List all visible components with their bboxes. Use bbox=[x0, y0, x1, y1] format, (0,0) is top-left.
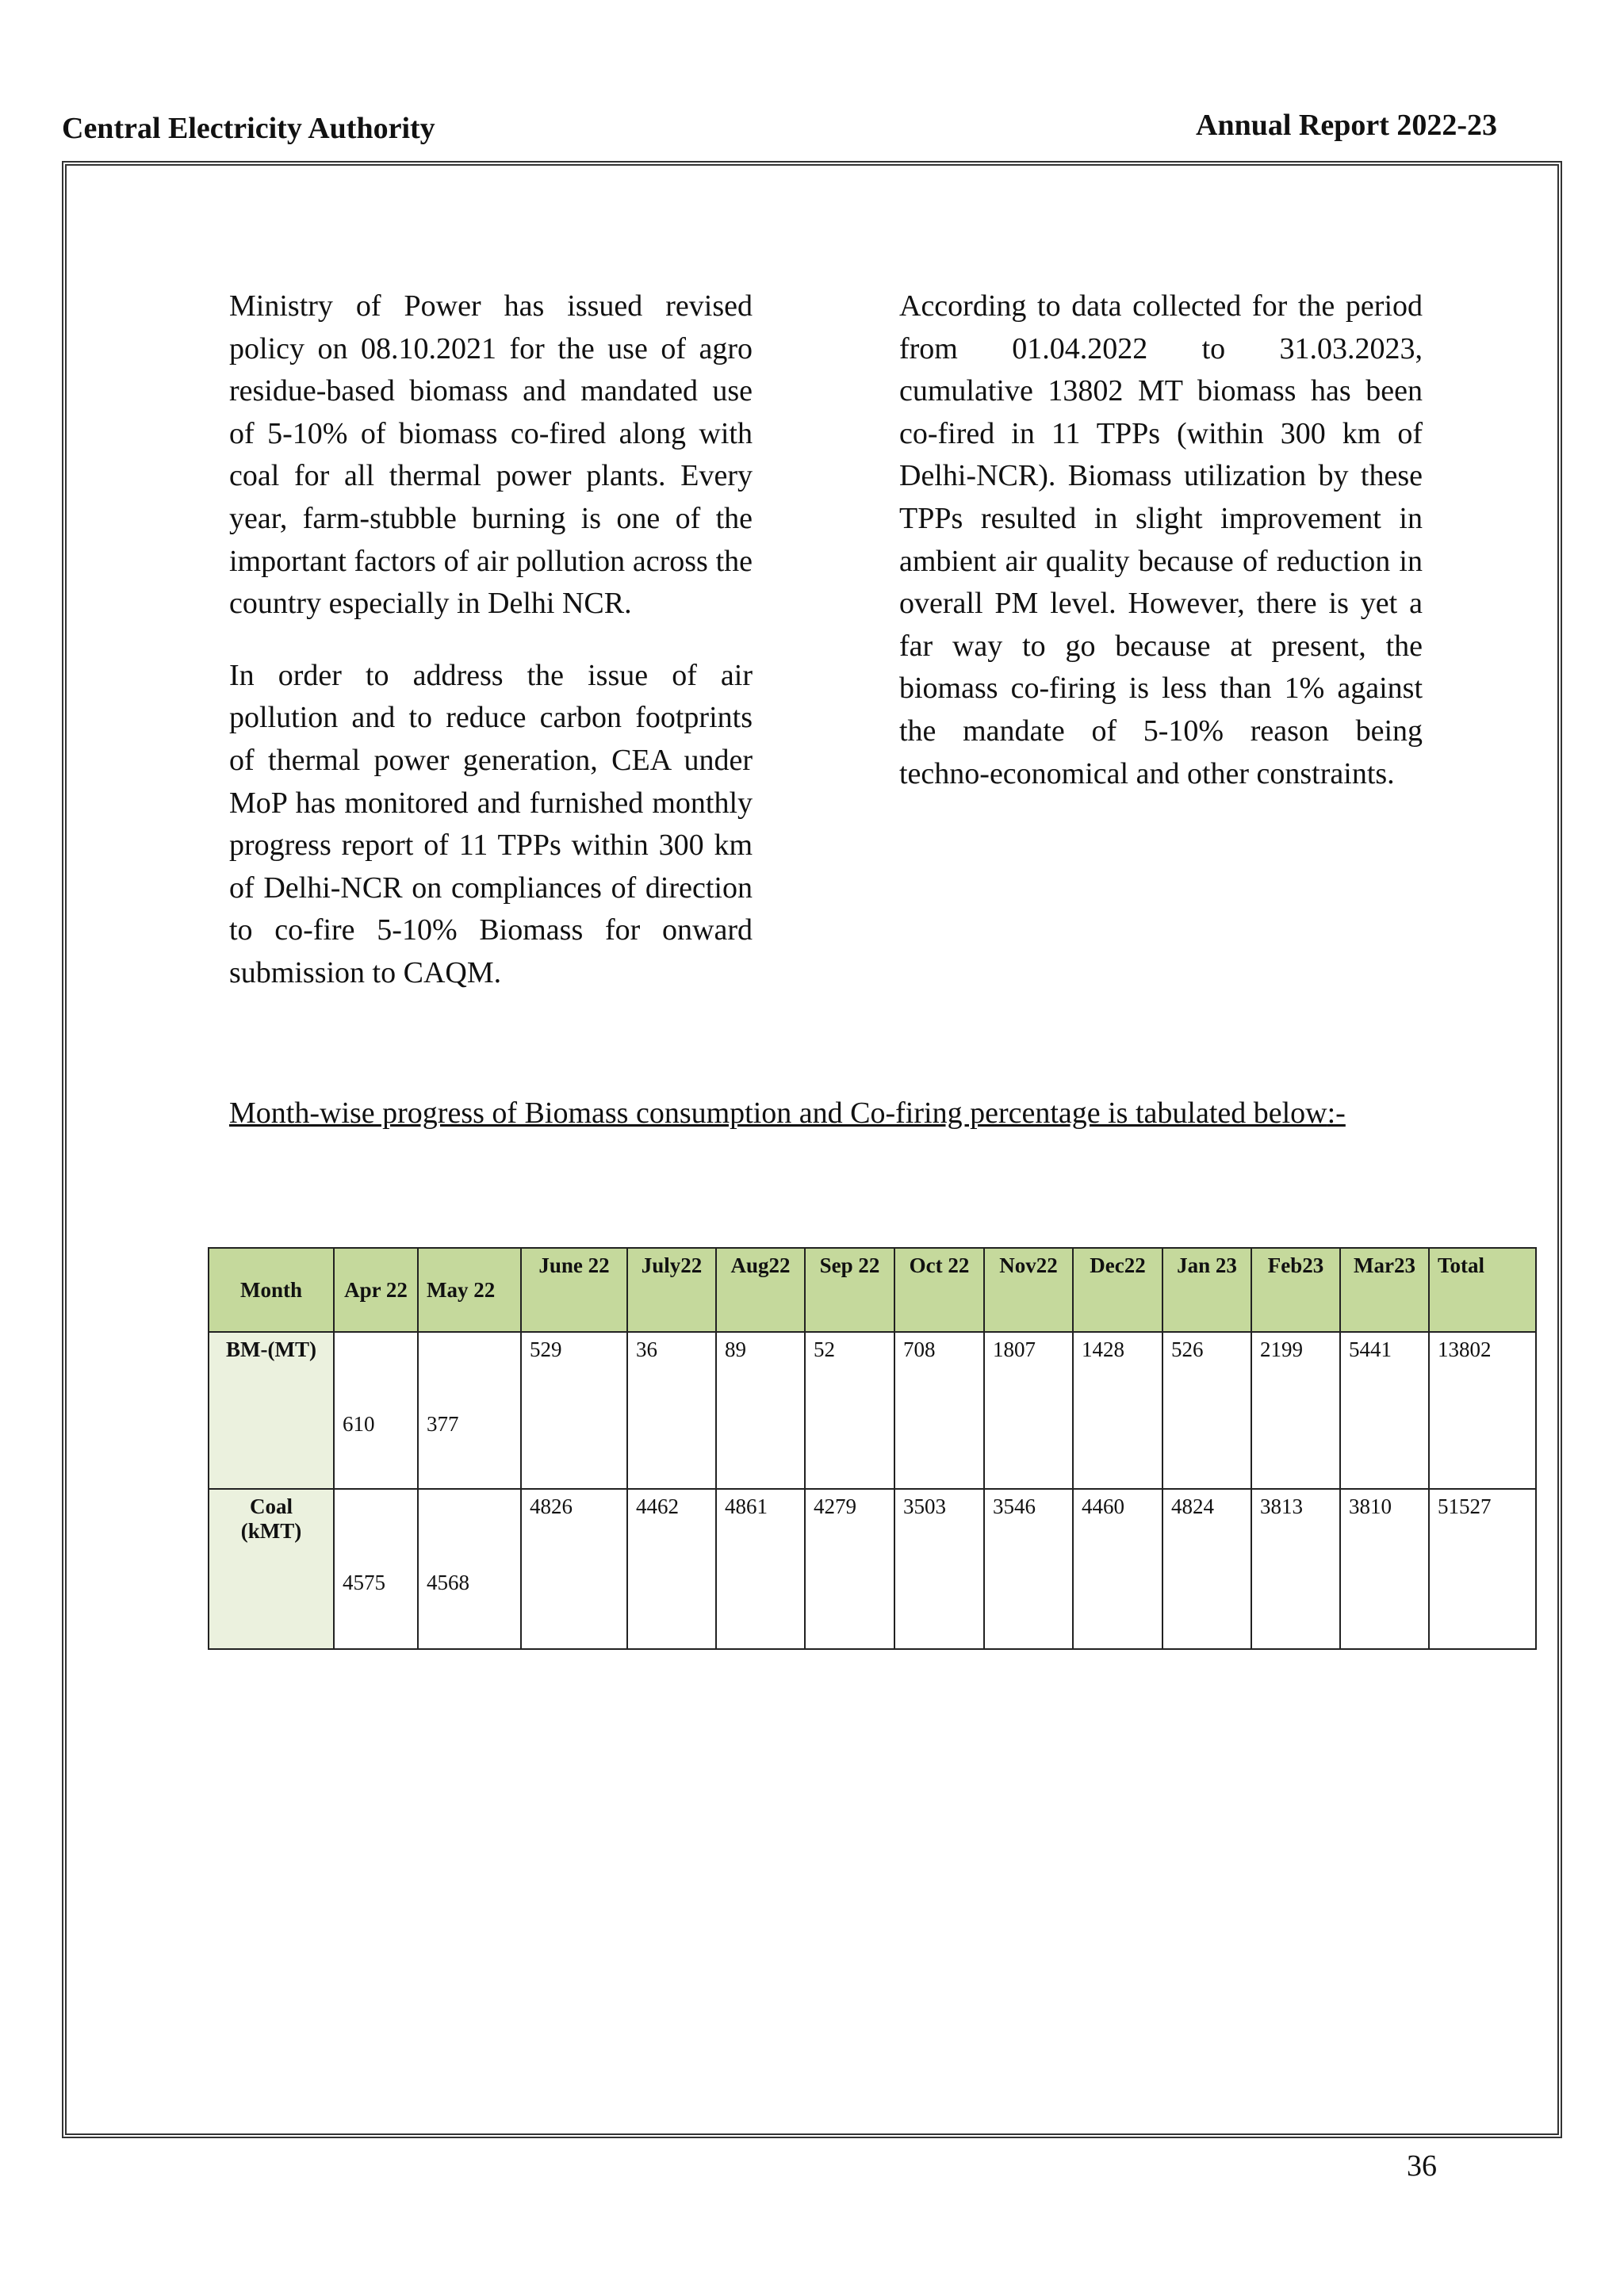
table-cell: 1428 bbox=[1073, 1332, 1162, 1489]
column-header: June 22 bbox=[521, 1248, 627, 1332]
paragraph: According to data collected for the period from 01.04.2022 to 31.03.2023, cumulative 13802 MT biomass has been co-fired in 11 TPPs (within 300 km of Delhi-NCR). Biomass utilization by these TPPs resulted in slight improvement in ambient air quality because of reduction in overall PM level. However, there is yet a far way to go because at present, the biomass co-firing is less than 1% against the mandate of 5-10% reason being techno-economical and other constraints. bbox=[899, 289, 1423, 790]
table-cell: 529 bbox=[521, 1332, 627, 1489]
table-cell: 89 bbox=[716, 1332, 805, 1489]
table-cell: 3813 bbox=[1251, 1489, 1340, 1649]
column-header: Nov22 bbox=[984, 1248, 1073, 1332]
table-cell: 708 bbox=[894, 1332, 984, 1489]
column-header: Sep 22 bbox=[805, 1248, 894, 1332]
column-header: May 22 bbox=[418, 1248, 521, 1332]
left-text-column bbox=[229, 285, 753, 1024]
table-cell: 3546 bbox=[984, 1489, 1073, 1649]
table-cell: 3503 bbox=[894, 1489, 984, 1649]
table-cell: 526 bbox=[1162, 1332, 1251, 1489]
column-header: Mar23 bbox=[1340, 1248, 1429, 1332]
column-header: Feb23 bbox=[1251, 1248, 1340, 1332]
table-caption-text: Month-wise progress of Biomass consumption and Co-firing percentage is tabulated below bbox=[229, 1096, 1327, 1130]
table-caption-tail: :- bbox=[1327, 1096, 1346, 1130]
column-header: Aug22 bbox=[716, 1248, 805, 1332]
paragraph: In order to address the issue of air pollution and to reduce carbon footprints of thermal power generation, CEA under MoP has monitored and furnished monthly progress report of 11 TPPs within 300 km of Delhi-NCR on compliances of direction to co-fire 5-10% Biomass for onward submission to CAQM. bbox=[229, 658, 753, 989]
column-header: Oct 22 bbox=[894, 1248, 984, 1332]
row-header: Coal (kMT) bbox=[209, 1489, 334, 1649]
table-header-row bbox=[209, 1248, 1536, 1332]
biomass-cofiring-table bbox=[208, 1247, 1537, 1650]
paragraph: Ministry of Power has issued revised policy on 08.10.2021 for the use of agro residue-based biomass and mandated use of 5-10% of biomass co-fired along with coal for all thermal power plants. Every year, farm-stubble burning is one of the important factors of air pollution across the country especially in Delhi NCR. bbox=[229, 289, 753, 621]
table-cell: 2199 bbox=[1251, 1332, 1340, 1489]
table-cell: 4824 bbox=[1162, 1489, 1251, 1649]
table-cell: 13802 bbox=[1429, 1332, 1536, 1489]
column-header: Total bbox=[1429, 1248, 1536, 1332]
header-organization: Central Electricity Authority bbox=[62, 112, 435, 145]
column-header: Jan 23 bbox=[1162, 1248, 1251, 1332]
column-header-month: Month bbox=[209, 1248, 334, 1332]
column-header: Apr 22 bbox=[334, 1248, 418, 1332]
header-report-title: Annual Report 2022-23 bbox=[1196, 109, 1498, 142]
table-row bbox=[209, 1489, 1536, 1649]
table-cell: 36 bbox=[627, 1332, 716, 1489]
table-cell: 610 bbox=[334, 1332, 418, 1489]
table-cell: 4460 bbox=[1073, 1489, 1162, 1649]
table-cell: 1807 bbox=[984, 1332, 1073, 1489]
table-cell: 4861 bbox=[716, 1489, 805, 1649]
table-cell: 3810 bbox=[1340, 1489, 1429, 1649]
table-cell: 4826 bbox=[521, 1489, 627, 1649]
table-row bbox=[209, 1332, 1536, 1489]
table-cell: 4575 bbox=[334, 1489, 418, 1649]
column-header: Dec22 bbox=[1073, 1248, 1162, 1332]
table-cell: 52 bbox=[805, 1332, 894, 1489]
page-number: 36 bbox=[1407, 2149, 1437, 2183]
table-cell: 51527 bbox=[1429, 1489, 1536, 1649]
table-caption bbox=[229, 1096, 1346, 1131]
table-cell: 4568 bbox=[418, 1489, 521, 1649]
right-text-column bbox=[899, 285, 1423, 825]
table-cell: 5441 bbox=[1340, 1332, 1429, 1489]
table-cell: 377 bbox=[418, 1332, 521, 1489]
table-cell: 4279 bbox=[805, 1489, 894, 1649]
column-header: July22 bbox=[627, 1248, 716, 1332]
table-cell: 4462 bbox=[627, 1489, 716, 1649]
row-header: BM-(MT) bbox=[209, 1332, 334, 1489]
